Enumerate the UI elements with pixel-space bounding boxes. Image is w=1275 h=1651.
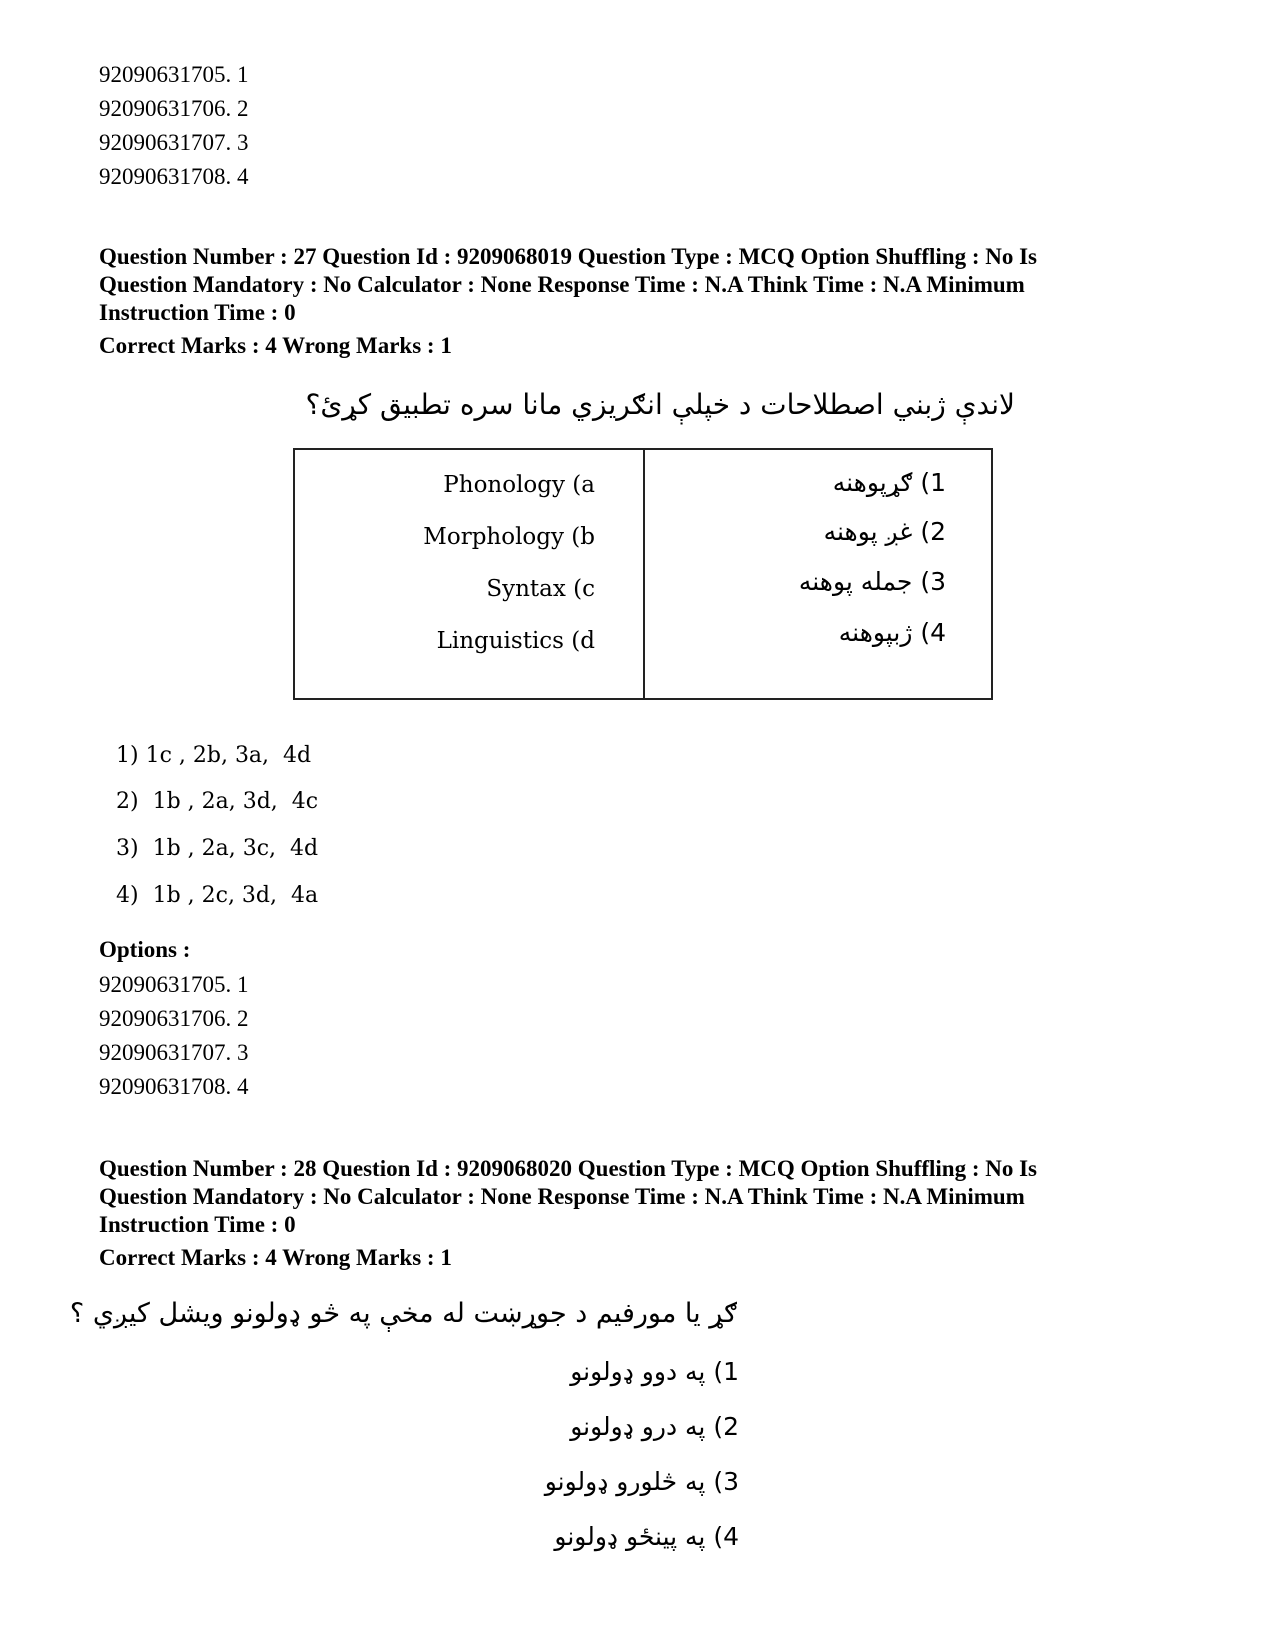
q28-header-line1: Question Number : 28 Question Id : 9209068020 Question Type : MCQ Option Shuffling : No Is bbox=[99, 1156, 1038, 1181]
q27-pashto-term-2: 2) غږ پوهنه bbox=[823, 517, 946, 546]
q27-answer-1: 1) 1c , 2b, 3a, 4d bbox=[116, 743, 312, 768]
q28-choice-3: 3) په څلورو ډولونو bbox=[544, 1467, 739, 1496]
q28-marks: Correct Marks : 4 Wrong Marks : 1 bbox=[99, 1245, 452, 1270]
q28-question-text: ګړ يا مورفيم د جوړښت له مخې په څو ډولونو ويشل کيږي ؟ bbox=[69, 1298, 737, 1329]
q27-pashto-term-1: 1) ګړپوهنه bbox=[832, 468, 946, 497]
q28-choice-1: 1) په دوو ډولونو bbox=[570, 1357, 739, 1386]
q28-header bbox=[99, 1155, 1189, 1239]
q27-option-4: 92090631708. 4 bbox=[99, 1074, 249, 1099]
q28-header-line3: Instruction Time : 0 bbox=[99, 1212, 296, 1237]
q27-term-c: Syntax (c bbox=[486, 576, 595, 602]
q27-pashto-term-4: 4) ژبپوهنه bbox=[838, 618, 946, 647]
q27-answer-2: 2) 1b , 2a, 3d, 4c bbox=[116, 789, 319, 814]
q27-pashto-terms-column bbox=[645, 450, 991, 698]
q27-marks: Correct Marks : 4 Wrong Marks : 1 bbox=[99, 333, 452, 358]
q27-header-line1: Question Number : 27 Question Id : 9209068019 Question Type : MCQ Option Shuffling : No Is bbox=[99, 244, 1038, 269]
q27-header-line2: Question Mandatory : No Calculator : None Response Time : N.A Think Time : N.A Minimum bbox=[99, 272, 1025, 297]
q27-term-a: Phonology (a bbox=[443, 472, 595, 498]
top-option-4: 92090631708. 4 bbox=[99, 164, 249, 189]
q28-header-line2: Question Mandatory : No Calculator : None Response Time : N.A Think Time : N.A Minimum bbox=[99, 1184, 1025, 1209]
q27-english-terms-column bbox=[295, 450, 645, 698]
q28-choice-4: 4) په پينځو ډولونو bbox=[554, 1522, 739, 1551]
q27-match-table bbox=[293, 448, 993, 700]
q27-question-text: لاندې ژبني اصطلاحات د خپلې انګريزي مانا سره تطبيق کړئ؟ bbox=[305, 388, 1015, 421]
q27-term-d: Linguistics (d bbox=[436, 628, 595, 654]
q27-option-2: 92090631706. 2 bbox=[99, 1006, 249, 1031]
q27-header bbox=[99, 243, 1189, 327]
top-option-1: 92090631705. 1 bbox=[99, 62, 249, 87]
q27-term-b: Morphology (b bbox=[423, 524, 595, 550]
q28-choice-2: 2) په درو ډولونو bbox=[570, 1412, 739, 1441]
top-option-3: 92090631707. 3 bbox=[99, 130, 249, 155]
top-option-2: 92090631706. 2 bbox=[99, 96, 249, 121]
q27-options-label: Options : bbox=[99, 937, 191, 962]
q27-pashto-term-3: 3) جمله پوهنه bbox=[798, 567, 946, 596]
q27-answer-4: 4) 1b , 2c, 3d, 4a bbox=[116, 883, 319, 908]
q27-option-1: 92090631705. 1 bbox=[99, 972, 249, 997]
q27-answer-3: 3) 1b , 2a, 3c, 4d bbox=[116, 836, 319, 861]
q27-option-3: 92090631707. 3 bbox=[99, 1040, 249, 1065]
q27-header-line3: Instruction Time : 0 bbox=[99, 300, 296, 325]
